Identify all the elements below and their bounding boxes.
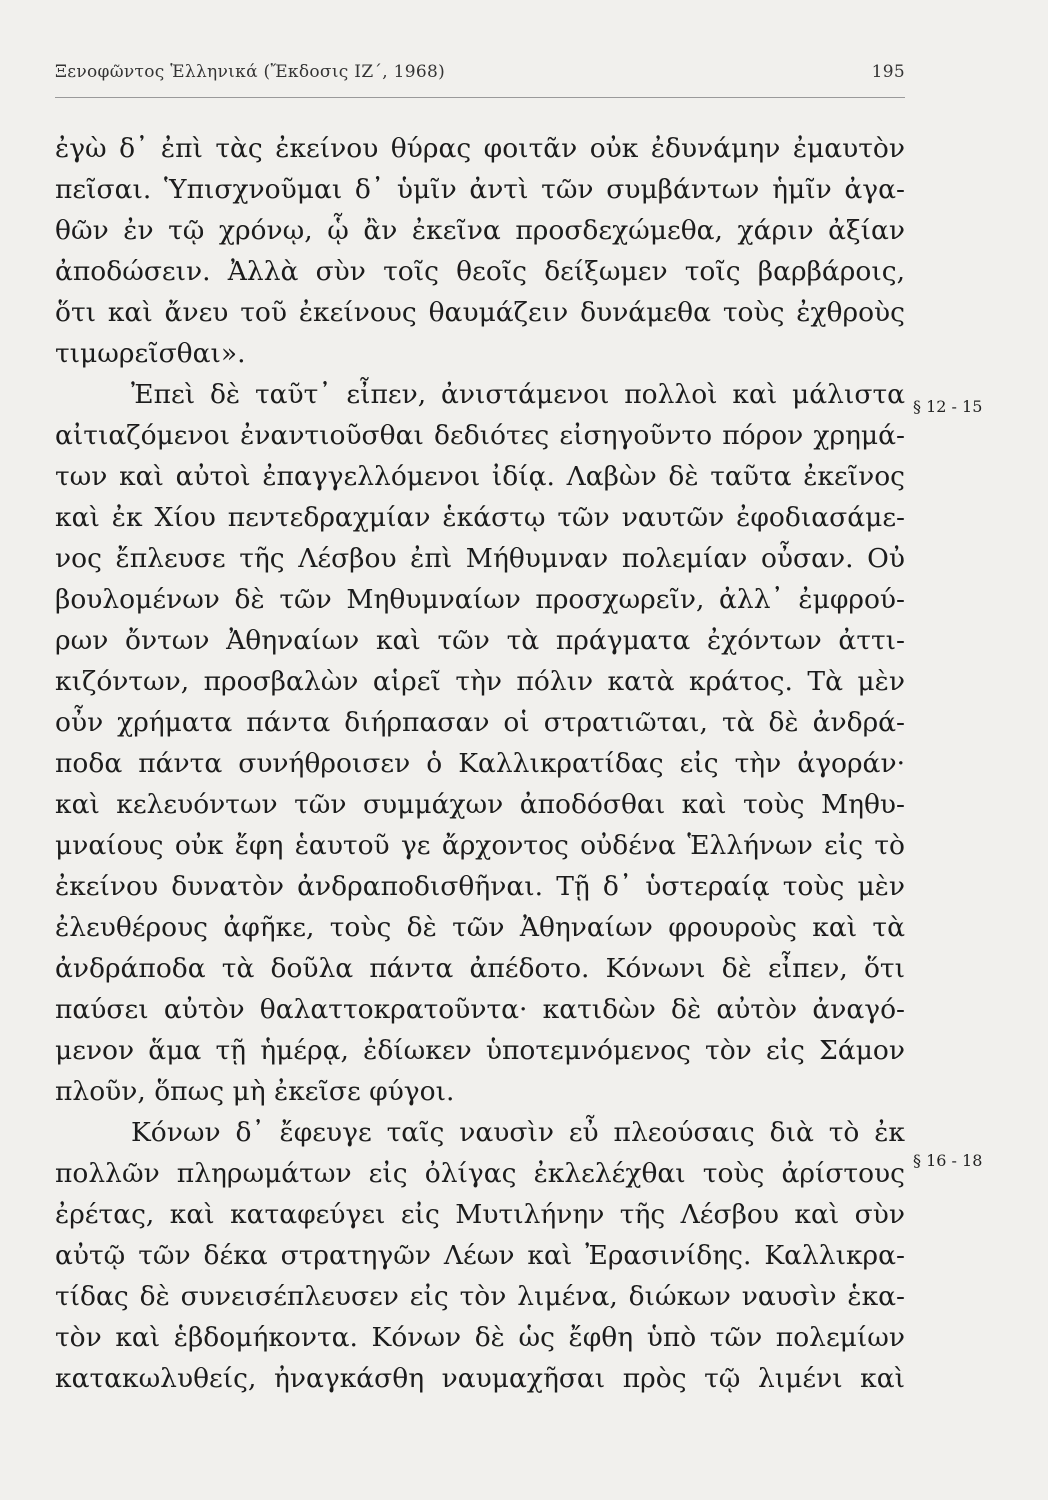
text-line: καὶ ἐκ Χίου πεντεδραχμίαν ἑκάστῳ τῶν ναυτῶν ἐφοδιασάμε- bbox=[55, 502, 905, 533]
text-line: μναίους οὐκ ἔφη ἑαυτοῦ γε ἄρχοντος οὐδένα Ἑλλήνων εἰς τὸ bbox=[55, 830, 905, 861]
text-line: Κόνων δ᾽ ἔφευγε ταῖς ναυσὶν εὖ πλεούσαις διὰ τὸ ἐκ bbox=[131, 1117, 905, 1148]
text-line: πεῖσαι. Ὑπισχνοῦμαι δ᾽ ὑμῖν ἀντὶ τῶν συμβάντων ἡμῖν ἀγα- bbox=[55, 174, 905, 205]
text-line: Ἐπεὶ δὲ ταῦτ᾽ εἶπεν, ἀνιστάμενοι πολλοὶ καὶ μάλιστα bbox=[131, 379, 905, 410]
text-line: ποδα πάντα συνήθροισεν ὁ Καλλικρατίδας εἰς τὴν ἀγοράν· bbox=[55, 748, 905, 779]
text-line: πλοῦν, ὅπως μὴ ἐκεῖσε φύγοι. bbox=[55, 1076, 455, 1107]
text-line: καὶ κελευόντων τῶν συμμάχων ἀποδόσθαι καὶ τοὺς Μηθυ- bbox=[55, 789, 905, 820]
text-line: βουλομένων δὲ τῶν Μηθυμναίων προσχωρεῖν, ἀλλ᾽ ἐμφρού- bbox=[55, 584, 905, 615]
margin-section-note: § 16 - 18 bbox=[913, 1151, 983, 1170]
text-line: ἐγὼ δ᾽ ἐπὶ τὰς ἐκείνου θύρας φοιτᾶν οὐκ ἐδυνάμην ἐμαυτὸν bbox=[55, 133, 905, 164]
text-line: αἰτιαζόμενοι ἐναντιοῦσθαι δεδιότες εἰσηγοῦντο πόρον χρημά- bbox=[55, 420, 905, 451]
text-line: αὐτῷ τῶν δέκα στρατηγῶν Λέων καὶ Ἐρασινίδης. Καλλικρα- bbox=[55, 1240, 905, 1271]
running-header bbox=[55, 62, 905, 92]
text-line: των καὶ αὐτοὶ ἐπαγγελλόμενοι ἰδίᾳ. Λαβὼν δὲ ταῦτα ἐκεῖνος bbox=[55, 461, 905, 492]
text-line: τίδας δὲ συνεισέπλευσεν εἰς τὸν λιμένα, διώκων ναυσὶν ἑκα- bbox=[55, 1281, 905, 1312]
text-line: νος ἔπλευσε τῆς Λέσβου ἐπὶ Μήθυμναν πολεμίαν οὖσαν. Οὐ bbox=[55, 543, 905, 574]
text-line: οὖν χρήματα πάντα διήρπασαν οἱ στρατιῶται, τὰ δὲ ἀνδρά- bbox=[55, 707, 905, 738]
text-line: παύσει αὐτὸν θαλαττοκρατοῦντα· κατιδὼν δὲ αὐτὸν ἀναγό- bbox=[55, 994, 905, 1025]
text-line: ἐλευθέρους ἀφῆκε, τοὺς δὲ τῶν Ἀθηναίων φρουροὺς καὶ τὰ bbox=[55, 912, 905, 943]
header-rule bbox=[55, 97, 905, 98]
text-line: ρων ὄντων Ἀθηναίων καὶ τῶν τὰ πράγματα ἐχόντων ἀττι- bbox=[55, 625, 905, 656]
text-line: ἀποδώσειν. Ἀλλὰ σὺν τοῖς θεοῖς δείξωμεν τοῖς βαρβάροις, bbox=[55, 256, 905, 287]
text-line: πολλῶν πληρωμάτων εἰς ὀλίγας ἐκλελέχθαι τοὺς ἀρίστους bbox=[55, 1158, 905, 1189]
text-line: κιζόντων, προσβαλὼν αἱρεῖ τὴν πόλιν κατὰ κράτος. Τὰ μὲν bbox=[55, 666, 905, 697]
text-line: ὅτι καὶ ἄνευ τοῦ ἐκείνους θαυμάζειν δυνάμεθα τοὺς ἐχθροὺς bbox=[55, 297, 905, 328]
text-line: κατακωλυθείς, ἠναγκάσθη ναυμαχῆσαι πρὸς τῷ λιμένι καὶ bbox=[55, 1363, 905, 1394]
text-line: ἀνδράποδα τὰ δοῦλα πάντα ἀπέδοτο. Κόνωνι δὲ εἶπεν, ὅτι bbox=[55, 953, 905, 984]
text-line: τὸν καὶ ἑβδομήκοντα. Κόνων δὲ ὡς ἔφθη ὑπὸ τῶν πολεμίων bbox=[55, 1322, 905, 1353]
text-line: μενον ἅμα τῇ ἡμέρᾳ, ἐδίωκεν ὑποτεμνόμενος τὸν εἰς Σάμον bbox=[55, 1035, 905, 1066]
margin-section-note: § 12 - 15 bbox=[913, 397, 983, 416]
header-title: Ξενοφῶντος Ἑλληνικά (Ἔκδοσις ΙΖ΄, 1968) bbox=[55, 62, 446, 82]
main-text bbox=[55, 128, 905, 1399]
text-line: τιμωρεῖσθαι». bbox=[55, 338, 246, 369]
text-line: θῶν ἐν τῷ χρόνῳ, ᾧ ἂν ἐκεῖνα προσδεχώμεθα, χάριν ἀξίαν bbox=[55, 215, 905, 246]
text-line: ἐκείνου δυνατὸν ἀνδραποδισθῆναι. Τῇ δ᾽ ὑστεραίᾳ τοὺς μὲν bbox=[55, 871, 905, 902]
page-number: 195 bbox=[871, 62, 905, 82]
text-line: ἐρέτας, καὶ καταφεύγει εἰς Μυτιλήνην τῆς Λέσβου καὶ σὺν bbox=[55, 1199, 905, 1230]
